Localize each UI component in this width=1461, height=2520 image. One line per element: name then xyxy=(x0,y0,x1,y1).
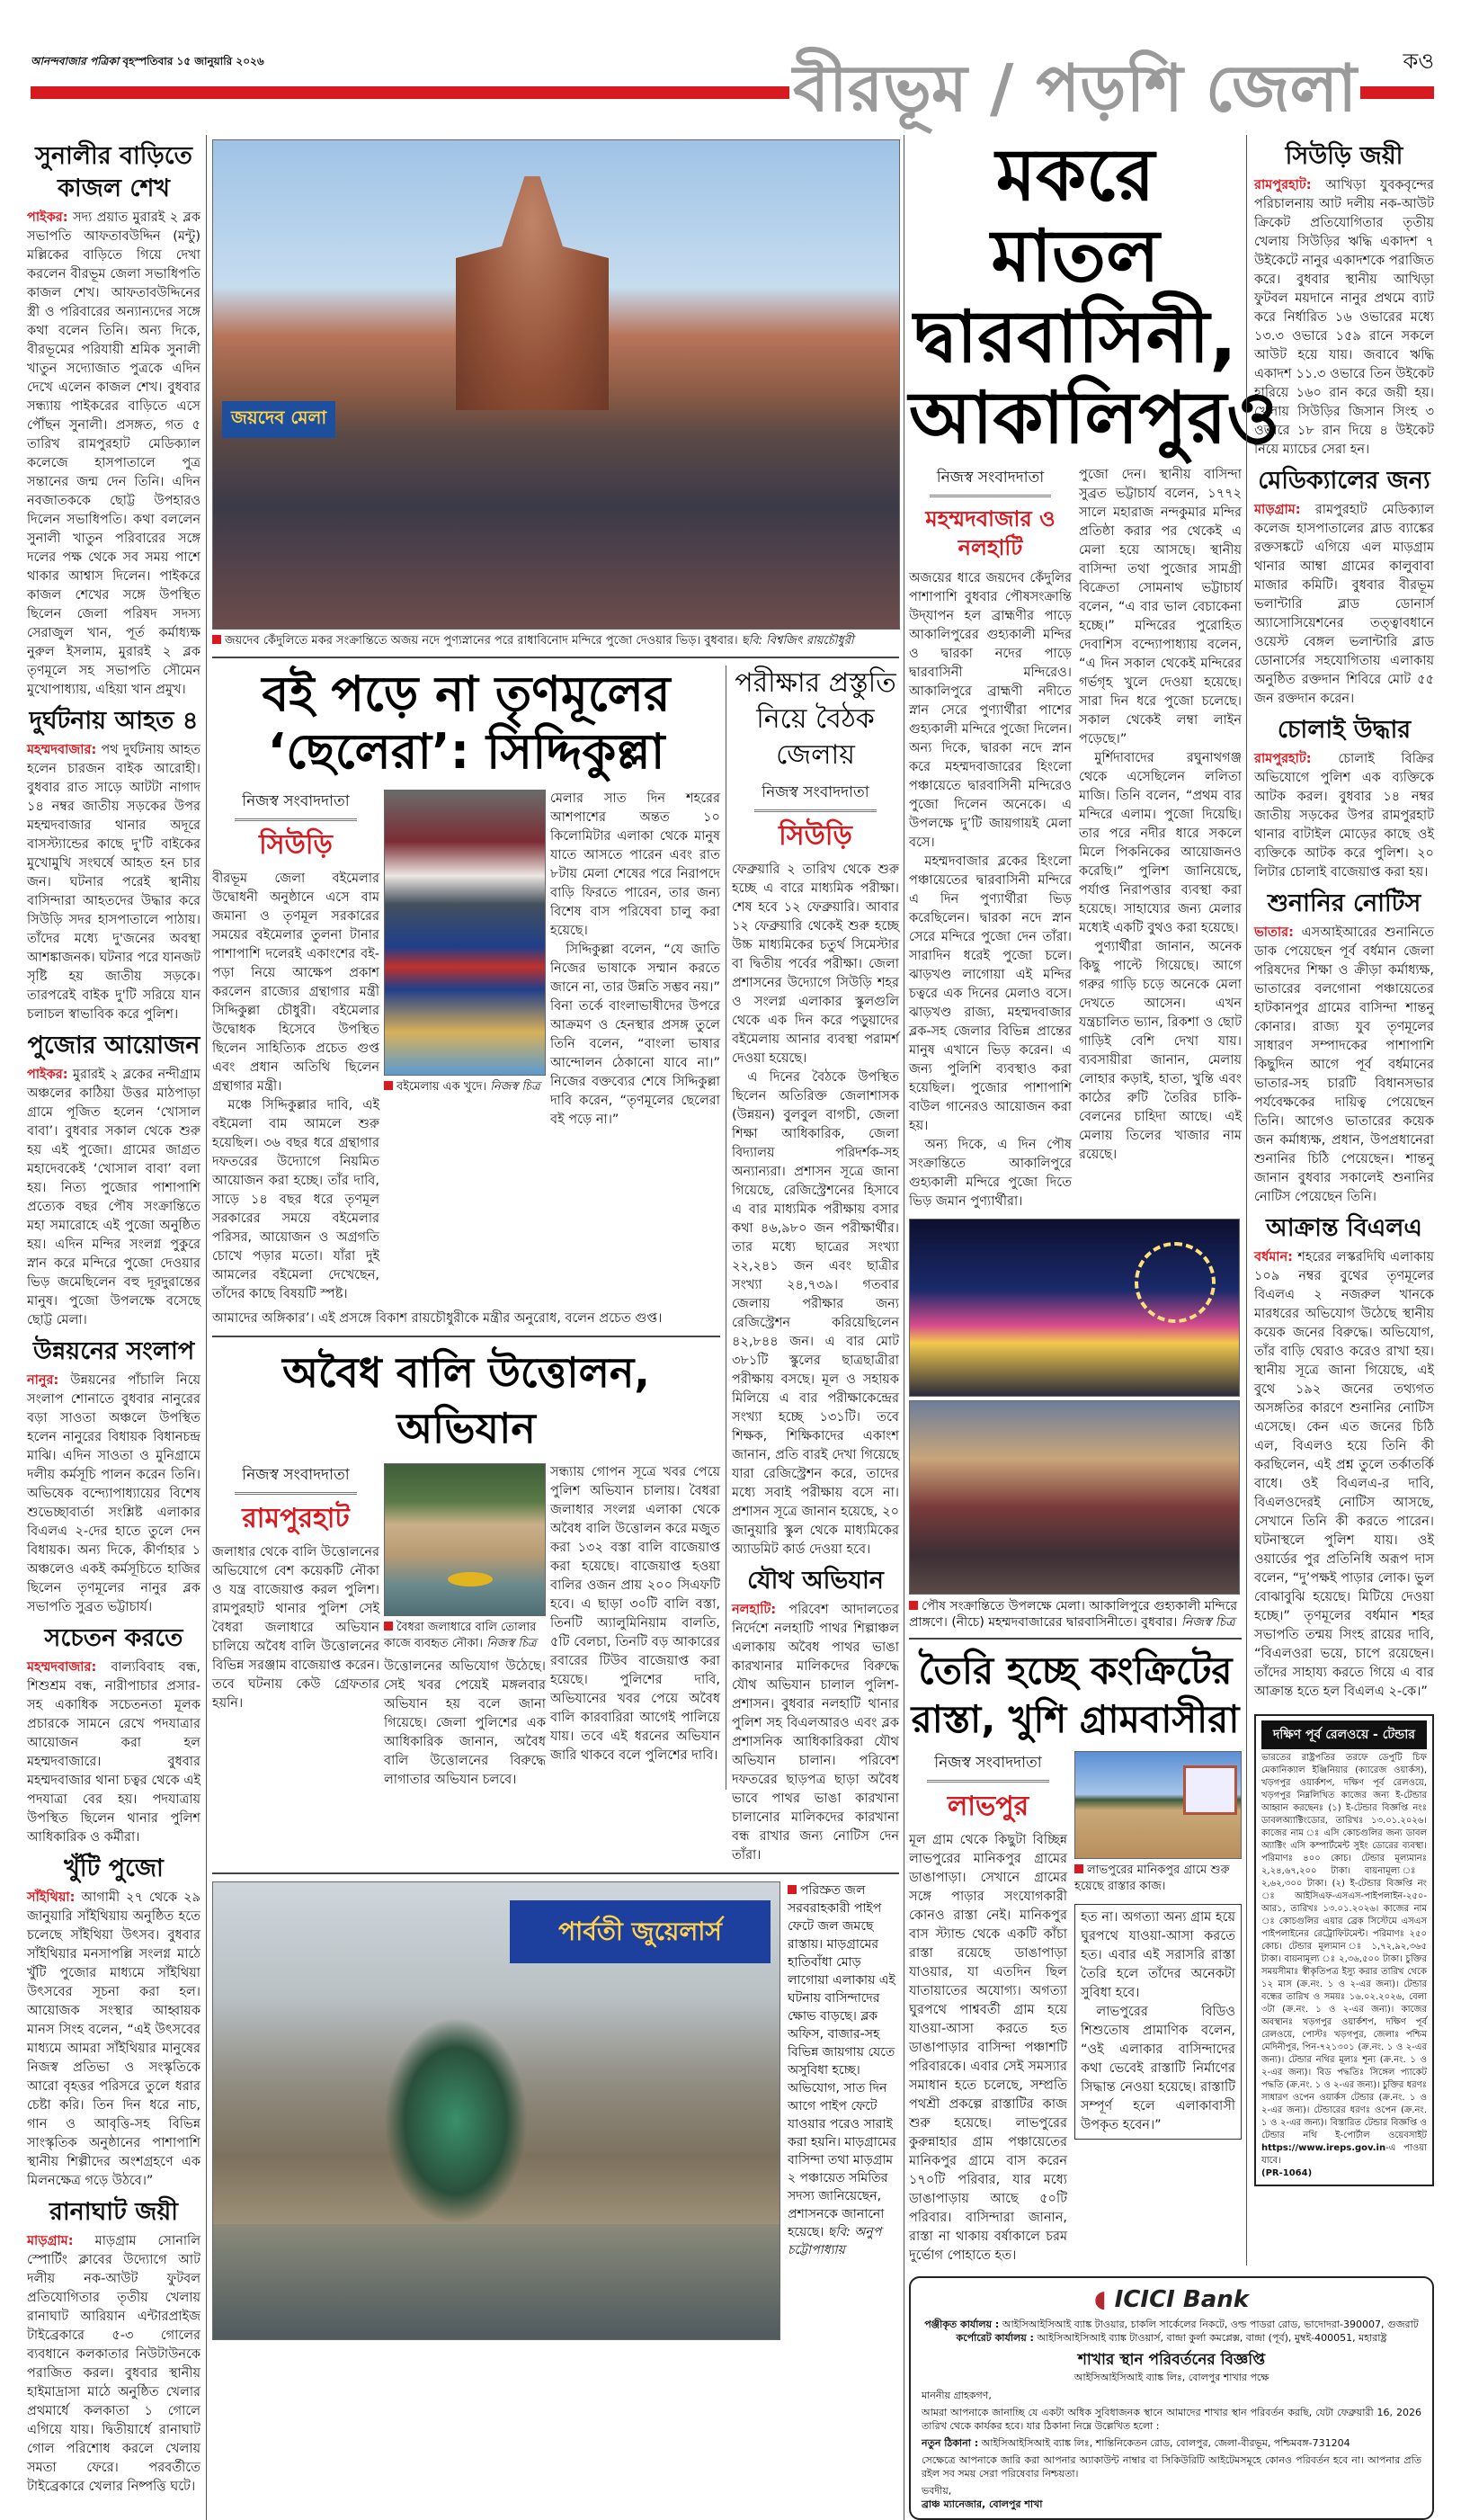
paragraph: অন্য দিকে, এ দিন পৌষ সংক্রান্তিতে আকালিপুরে গুহ্যকালী মন্দিরে পুজো দিতে ভিড় জমান পুণ্যার্থীরা। xyxy=(909,1138,1072,1209)
brief-body: আখিড়া যুবকবৃন্দের পরিচালনায় আট দলীয় নক-আউট ক্রিকেট প্রতিযোগিতার তৃতীয় খেলায় সিউড়ির ঋদ্ধি একাদশ ৭ উইকেটে নানুর একাদশকে পরাজিত করে। বুধবার স্থানীয় আখিড়া ফুটবল ময়দানে নানুর প্রথমে ব্যাট করে নির্ধারিত ১৬ ওভারের মধ্যে ১৩.৩ ওভারে ১৫৯ রানে সকলে আউট হয়ে যায়। জবাবে ঋদ্ধি একাদশ ১১.৩ ওভারে তিন উইকেট হারিয়ে ১৬০ রান করে জয়ী হয়। খেলায় সিউড়ির জিসান সিংহ ৩ ওভারে ১৮ রান দিয়ে ৪ উইকেট নিয়ে ম্যাচের সেরা হন। xyxy=(1254,178,1435,457)
caption-text: জয়দেব কেঁদুলিতে মকর সংক্রান্তিতে অজয় নদে পুণ্যস্নানের পরে রাধাবিনোদ মন্দিরে পুজো দেওয়ার ভিড়। বুধবার। xyxy=(225,634,738,648)
lead-body-col2 xyxy=(1079,466,1242,1165)
news-brief xyxy=(1254,714,1434,882)
brief-title: দুর্ঘটনায় আহত ৪ xyxy=(29,707,199,735)
dateline: ভাতার: xyxy=(1254,925,1294,940)
notice-para-2: সেক্ষেত্রে আপনাকে জারি করা আপনার অ্যাকাউন্ট নাম্বার বা সিকিউরিটি আইটেমসমূহে কোনও পরিবর্তন হবে না। আপনার প্রতি রইল সব সময় সেরা পরিষেবার নিশ্চয়তা। xyxy=(922,2454,1421,2480)
waterlogged-road-photo xyxy=(212,1881,780,2340)
book-exam-row xyxy=(212,666,899,1865)
news-brief xyxy=(27,1030,200,1330)
masthead-date xyxy=(31,54,789,72)
paragraph: এ দিনের বৈঠকে উপস্থিত ছিলেন অতিরিক্ত জেলাশাসক (উন্নয়ন) বুলবুল বাগচী, জেলা শিক্ষা আধিকারিক, জেলা বিদ্যালয় পরিদর্শক-সহ অন্যান্যরা। প্রশাসন সূত্রে জানা গিয়েছে, রেজিস্ট্রেশনের হিসাবে এ বার মাধ্যমিক পরীক্ষায় বসার কথা ৪৬,৯৮০ জন পরীক্ষার্থীর। তার মধ্যে ছাত্রের সংখ্যা ২২,২৪১ জন এবং ছাত্রীর সংখ্যা ২৪,৭৩৯। গতবার জেলায় পরীক্ষার জন্য রেজিস্ট্রেশন করিয়েছিলেন ৪২,৮৪৪ জন। এ বার মোট ৩৮১টি স্কুলের ছাত্রছাত্রীরা পরীক্ষায় বসছে। মূল ও সহায়ক মিলিয়ে এ বার পরীক্ষাকেন্দ্রের সংখ্যা হচ্ছে ১৩১টি। তবে শিক্ষক, শিক্ষিকাদের একাংশ জানান, প্রতি বারই দেখা গিয়েছে যারা রেজিস্ট্রেশন করে, তাদের মধ্যে সবাই পরীক্ষায় বসে না। প্রশাসন সূত্রে জানান হয়েছে, ২০ জানুয়ারি স্কুল থেকে মাধ্যমিকের অ্যাডমিট কার্ড দেওয়া হবে। xyxy=(732,1070,899,1557)
lead-headline: মকরে মাতল দ্বারবাসিনী, আকালিপুরও xyxy=(909,133,1280,460)
caption-marker-icon xyxy=(1074,1864,1083,1873)
right-section xyxy=(904,135,1434,2520)
header-red-bar-right xyxy=(1360,86,1434,99)
caption-marker-icon xyxy=(384,1081,393,1090)
brief-title: চোলাই উদ্ধার xyxy=(1277,716,1412,744)
paragraph: মঞ্চে সিদ্দিকুল্লার দাবি, এই বইমেলা বাম আমলে শুরু হয়েছিল। ৩৬ বছর ধরে গ্রন্থাগার দফতরের উদ্যোগে নিয়মিত আয়োজন করা হচ্ছে। তাঁর দাবি, সাড়ে ১৪ বছর ধরে তৃণমূল সরকারের সময়ে বইমেলার পরিসর, আয়োজন ও অগ্রগতি চোখে পড়ার মতো। যাঁরা দুই আমলের বইমেলা দেখেছেন, তাঁদের কাছে বিষয়টি স্পষ্ট। xyxy=(212,1098,379,1301)
dateline: বর্ধমান: xyxy=(1254,1250,1293,1264)
reporter: নিজস্ব সংবাদদাতা xyxy=(235,790,356,821)
news-brief xyxy=(27,2196,200,2497)
notice-subtitle: আইসিআইসিআই ব্যাঙ্ক লিঃ, বোলপুর শাখার পক্ষে xyxy=(1073,2372,1269,2383)
caption-text: বৈধরা জলাধারে বালি তোলার কাজে ব্যবহৃত নৌকা। xyxy=(384,1621,537,1650)
brief-text xyxy=(1254,501,1434,709)
brief-body: বাল্যবিবাহ বন্ধ, শিশুশ্রম বন্ধ, নারীপাচার প্রসার-সহ একাধিক সচেতনতা মূলক প্রচারকে সামনে রেখে পদযাত্রার আয়োজন করা হল মহম্মদবাজারে। বুধবার মহম্মদবাজার থানা চত্বর থেকে এই পদযাত্রা বের হয়। পদযাত্রায় উপস্থিত ছিলেন থানার পুলিশ আধিকারিক ও কর্মীরা। xyxy=(27,1660,200,1845)
place: সিউড়ি xyxy=(259,829,333,861)
news-brief xyxy=(1254,888,1434,1207)
exam-headline: পরীক্ষার প্রস্তুতি নিয়ে বৈঠক জেলায় xyxy=(735,667,896,771)
caption-text: লাভপুরের মানিকপুর গ্রামে শুরু হয়েছে রাস্তার কাজ। xyxy=(1074,1863,1230,1893)
brief-text xyxy=(1254,924,1434,1207)
photo-credit: নিজস্ব চিত্র xyxy=(486,1637,537,1650)
exam-body xyxy=(732,861,899,1559)
photo-banner: জয়দেব মেলা xyxy=(222,401,335,438)
brief-body: পথ দুর্ঘটনায় আহত হলেন চারজন বাইক আরোহী। বুধবার রাত সাড়ে আটটা নাগাদ ১৪ নম্বর জাতীয় সড়কের উপর মহম্মদবাজার থানার অদূরে বাসস্ট্যান্ডের কাছে দু'টি বাইকের মুখোমুখি সংঘর্ষে আহত হন চার জন। ঘটনার পরেই স্থানীয় বাসিন্দারা আহতদের উদ্ধার করে সিউড়ি সদর হাসপাতালে পাঠায়। তাঁদের মধ্যে দু'জনের অবস্থা আশঙ্কাজনক। ঘটনার পরে যানজট সৃষ্টি হয় জাতীয় সড়কে। তারপরেই বাইক দু'টি সরিয়ে যান চলাচল স্বাভাবিক করে পুলিশ। xyxy=(27,743,200,1022)
brief-title: সুনালীর বাড়িতে কাজল শেখ xyxy=(35,142,192,202)
road-photo-caption xyxy=(1074,1863,1242,1895)
sand-body-col2: উত্তোলনের অভিযোগ উঠেছে। সেই খবর পেয়েই মঙ্গলবার অভিযান হয় বলে জানা গিয়েছে। জেলা পুলিশের এক আধিকারিক জানান, অবৈধ বালি উত্তোলনের বিরুদ্ধে লাগাতার অভিযান চলবে। xyxy=(384,1659,546,1787)
brief-body: পরিবেশ আদালতের নির্দেশে নলহাটি পাথর শিল্পাঞ্চল এলাকায় অবৈধ পাথর ভাঙা কারখানার মালিকদের বিরুদ্ধে যৌথ অভিযান চালাল পুলিশ-প্রশাসন। বুধবার নলহাটি থানার পুলিশ সহ বিএলআরও এবং ব্লক প্রশাসনিক আধিকারিকরা যৌথ অভিযান চালান। পরিবেশ দফতরের ছাড়পত্র ছাড়া অবৈধ ভাবে পাথর ভাঙা কারখানা চালানোর মালিকদের কারখানা বন্ধ রাখার জন্য নোটিস দেন তাঁরা। xyxy=(732,1603,899,1863)
paragraph: মহম্মদবাজার ব্লকের হিংলো পঞ্চায়েতের দ্বারবাসিনী মন্দিরে এ দিন পুণ্যার্থীরা ভিড় করেছিলেন। দ্বারকা নদে স্নান সেরে মন্দিরে পুজো দেন তাঁরা। সারাদিন ধরেই পুজো চলে। ঝাড়খণ্ড লাগোয়া এই মন্দির চত্বরে এক দিনের মেলাও বসে। ঝাড়খণ্ড রাজ্য, মহম্মদবাজার ব্লক-সহ জেলার বিভিন্ন প্রান্তের মানুষ এখানে ভিড় করেন। এ জন্য পুলিশি ব্যবস্থাও করা হয়েছিল। পুজোর পাশাপাশি বাউল গানেরও আয়োজন করা হয়। xyxy=(909,854,1072,1133)
paragraph: পুজো দেন। স্থানীয় বাসিন্দা সুব্রত ভট্টাচার্য বলেন, ১৭৭২ সালে মহারাজ নন্দকুমার মন্দির প্রতিষ্ঠা করার পর থেকেই এ মেলা হয়ে আসছে। স্থানীয় বাসিন্দা তথা পুজোর সামগ্রী বিক্রেতা সোমনাথ ভট্টাচার্য বলেন, “এ বার ভাল বেচাকেনা হচ্ছে।” মন্দিরের পুরোহিত দেবাশিস বন্দ্যোপাধ্যায় বলেন, “এ দিন সকাল থেকেই মন্দিরের গর্ভগৃহ খুলে দেওয়া হয়েছে। সারা দিন ধরে পুজো চলেছে। সকাল থেকেই লম্বা লাইন পড়েছে।” xyxy=(1079,468,1242,746)
signature: ব্রাঞ্চ ম্যানেজার, বোলপুর শাখা xyxy=(922,2498,1043,2510)
caption-marker-icon xyxy=(909,1601,918,1610)
caption-text: পৌষ সংক্রান্তিতে উপলক্ষে মেলা। আকালিপুরে গুহ্যকালী মন্দিরে প্রাঙ্গণে। (নীচে) মহম্মদবাজারের দ্বারবাসিনীতে। বুধবার। xyxy=(909,1599,1238,1630)
brief-title: খুঁটি পুজো xyxy=(64,1854,164,1882)
paragraph: বীরভূম জেলা বইমেলার উদ্বোধনী অনুষ্ঠানে এসে বাম জমানা ও তৃণমূল সরকারের সময়ের বইমেলার তুলনা টানার পাশাপাশি দলেরই একাংশের বই-পড়া নিয়ে আক্ষেপ প্রকাশ করলেন রাজ্যের গ্রন্থাগার মন্ত্রী সিদ্দিকুল্লা চৌধুরী। বইমেলার উদ্বোধক হিসেবে উপস্থিত ছিলেন সাহিত্যিক প্রচেত গুপ্ত এবং প্রধান অতিথি ছিলেন গ্রন্থাগার মন্ত্রী। xyxy=(212,871,379,1094)
icici-logo-icon: ◖ xyxy=(1093,2286,1107,2313)
child-at-bookfair-photo xyxy=(384,790,546,1076)
puddle xyxy=(213,2224,780,2340)
brief-text xyxy=(27,1066,200,1330)
ferris-wheel xyxy=(1135,1242,1216,1323)
masthead xyxy=(31,43,1434,133)
left-briefs-column xyxy=(27,135,207,2520)
date: বৃহস্পতিবার ১৫ জানুয়ারি ২০২৬ xyxy=(122,55,264,67)
dwarbasini-crowd-photo xyxy=(909,1400,1240,1595)
icici-logo-text: ICICI Bank xyxy=(1114,2286,1250,2313)
sand-boat-photo xyxy=(384,1463,546,1616)
caption-marker-icon xyxy=(384,1622,393,1631)
sand-headline: অবৈধ বালি উত্তোলন, অভিযান xyxy=(282,1348,650,1452)
new-address-label: নতুন ঠিকানা : xyxy=(922,2437,979,2449)
place: সিউড়ি xyxy=(779,820,852,852)
lead-body-col1 xyxy=(909,569,1072,1211)
brief-text xyxy=(27,1658,200,1847)
book-byline xyxy=(212,790,379,862)
dateline: মহম্মদবাজার: xyxy=(27,1660,97,1675)
brief-body: চোলাই বিক্রির অভিযোগে পুলিশ এক ব্যক্তিকে আটক করল। বুধবার ১৪ নম্বর জাতীয় সড়কের উপর রামপুরহাট থানার বাটাইল মোড়ের কাছে ওই ব্যক্তিকে আটক করে পুলিশ। ২০ লিটার চোলাই বাজেয়াপ্ত করা হয়। xyxy=(1254,752,1435,880)
section-title: বীরভূম / পড়শি জেলা xyxy=(792,50,1357,126)
sand-body-col1: জলাধার থেকে বালি উত্তোলনের অভিযোগে বেশ কয়েকটি নৌকা ও যন্ত্র বাজেয়াপ্ত করল পুলিশ। রামপুরহাট থানার পুলিশ সেই বৈধরা জলাধারে অভিযান চালিয়ে অবৈধ বালি উত্তোলনের বিভিন্ন সরঞ্জাম বাজেয়াপ্ত করেন। তবে ঘটনায় কেউ গ্রেফতার হয়নি। xyxy=(212,1545,379,1711)
reporter: নিজস্ব সংবাদদাতা xyxy=(927,1751,1048,1783)
motorbike-riders xyxy=(384,2017,528,2224)
caption-text: বইমেলায় এক খুদে। xyxy=(396,1080,487,1094)
tender-title: দক্ষিণ পূর্ব রেলওয়ে - টেন্ডার xyxy=(1261,1720,1427,1749)
book-body-col3 xyxy=(550,790,720,1130)
paragraph: মেলার সাত দিন শহরের আশপাশের অন্তত ১০ কিলোমিটার এলাকা থেকে মানুষ যাতে আসতে পারেন এবং রাত ৮টায় মেলা শেষের পরে নিরাপদে বাড়ি ফিরতে পারেন, তার জন্য বিশেষ বাস পরিষেবা চালু করা হয়েছে। xyxy=(550,791,720,938)
tender-ref: (PR-1064) xyxy=(1261,2168,1313,2178)
dateline: মাড়গ্রাম: xyxy=(1254,503,1301,517)
bottom-photo-caption xyxy=(788,1881,899,2259)
brief-text xyxy=(1254,1248,1434,1702)
place: মহম্মদবাজার ও নলহাটি xyxy=(925,506,1056,560)
right-column xyxy=(1246,135,1434,2265)
brief-text xyxy=(27,2232,200,2497)
brief-text xyxy=(1254,750,1434,882)
corp-office: আইসিআইসিআই ব্যাঙ্ক টাওয়ার্স, বান্দ্রা কুর্লা কমপ্লেক্স, বান্দ্রা (পূর্ব), মুম্বই-400051, মহারাষ্ট্র xyxy=(1037,2332,1387,2344)
brief-body: আগামী ২৭ থেকে ২৯ জানুয়ারি সাঁইথিয়ায় অনুষ্ঠিত হতে চলেছে সাঁইথিয়া উৎসব। বুধবার সাঁইথিয়ার মনসাপল্লি সংলগ্ন মাঠে খুঁটি পুজোর মাধ্যমে সাঁইথিয়া উৎসবের সূচনা করা হল। আয়োজক সংস্থার আহ্বায়ক মানস সিংহ বলেন, “এই উৎসবের মাধ্যমে আমরা সাঁইথিয়ার মানুষের নিজস্ব প্রতিভা ও সংস্কৃতিকে আরো বৃহত্তর পরিসরে তুলে ধরার চেষ্টা করি। তিন দিন ধরে নাচ, গান ও আবৃত্তি-সহ বিভিন্ন সাংস্কৃতিক অনুষ্ঠানের পাশাপাশি স্থানীয় শিল্পীদের অংশগ্রহণে এক মিলনক্ষেত্র গড়ে উঠবে।” xyxy=(27,1890,200,2188)
dateline: নানুর: xyxy=(27,1373,59,1388)
new-address: আইসিআইসিআই ব্যাঙ্ক লিঃ, শান্তিনিকেতন রোড, বোলপুর, জেলা-বীরভূম, পশ্চিমবঙ্গ-731204 xyxy=(981,2437,1350,2449)
brief-text xyxy=(27,1889,200,2191)
news-brief xyxy=(1254,1212,1434,1702)
news-brief xyxy=(27,1336,200,1617)
place: রামপুরহাট xyxy=(242,1503,350,1534)
reporter: নিজস্ব সংবাদদাতা xyxy=(754,781,876,812)
road-byline xyxy=(909,1751,1067,1824)
lead-byline xyxy=(909,466,1072,562)
notice-para-1: আমরা আপনাকে জানাচ্ছি যে একটা অধিক সুবিধাজনক স্থানে আমাদের শাখার স্থান পরিবর্তন করছি, যেটা ফেব্রুয়ারী 16, 2026 তারিখ থেকে কার্যকর হবে। যার ঠিকানা নিম্নে উল্লেখিত হলো : xyxy=(922,2407,1421,2432)
dateline: সাঁইথিয়া: xyxy=(27,1890,76,1905)
brief-title: যৌথ অভিযান xyxy=(747,1567,884,1595)
paragraph: অজয়ের ধারে জয়দেব কেঁদুলির পাশাপাশি বুধবার পৌষসংক্রান্তি উদ্‌যাপন হল ব্রাহ্মণীর পাড়ে আকালিপুরের গুহ্যকালী মন্দির ও দ্বারকা নদের পাড়ে দ্বারবাসিনী মন্দিরেও। আকালিপুরে ব্রাহ্মণী নদীতে স্নান সেরে পুণ্যার্থীরা পাশের গুহ্যকালী মন্দিরে পুজো দিলেন। অন্য দিকে, দ্বারকা নদে স্নান করে মহম্মদবাজারের হিংলো পঞ্চায়েতে দ্বারবাসিনী মন্দিরেও পুজো দিলেন অনেকে। এ উপলক্ষে দু’টি জায়গায়ই মেলা বসে। xyxy=(909,571,1072,850)
paragraph: ফেব্রুয়ারি ২ তারিখ থেকে শুরু হচ্ছে এ বারে মাধ্যমিক পরীক্ষা। শেষ হবে ১২ ফেব্রুয়ারি। আবার ১২ ফেব্রুয়ারি থেকেই শুরু হচ্ছে উচ্চ মাধ্যমিকের চতুর্থ সিমেস্টার বা দ্বিতীয় পর্বের পরীক্ষা। জেলা প্রশাসনের উদ্যোগে সিউড়ি শহর ও সংলগ্ন এলাকার স্কুলগুলি থেকে এক দিন করে পড়ুয়াদের বইমেলায় আনার ব্যবস্থা পরামর্শ দেওয়া হয়েছে। xyxy=(732,862,899,1066)
book-fair-headline: বই পড়ে না তৃণমূলের ‘ছেলেরা’: সিদ্দিকুল্লা xyxy=(262,666,671,780)
reg-office-label: পঞ্জীকৃত কার্যালয় : xyxy=(924,2319,1000,2330)
photo-credit: নিজস্ব চিত্র xyxy=(1180,1615,1235,1630)
book-body-col1 xyxy=(212,870,379,1304)
corp-office-label: কর্পোরেট কার্যালয় : xyxy=(956,2332,1034,2344)
brief-text xyxy=(27,741,200,1024)
road-quote: লাভপুরের বিডিও শিশুতোষ প্রামাণিক বলেন, “ওই এলাকার বাসিন্দাদের কথা ভেবেই রাস্তাটি নির্মাণের সিদ্ধান্ত নেওয়া হয়েছে। রাস্তাটি সম্পূর্ণ হলে এলাকাবাসী উপকৃত হবেন।” xyxy=(1081,2005,1235,2132)
brief-title: শুনানির নোটিস xyxy=(1267,889,1421,917)
header-red-bar xyxy=(31,86,789,99)
page-body xyxy=(27,135,1434,2520)
brief-text xyxy=(27,209,200,700)
news-brief xyxy=(1254,140,1434,460)
brief-body: উন্নয়নের পাঁচালি নিয়ে সংলাপ শোনাতে বুধবার নানুরের বড়া সাওতা অঞ্চলে উপস্থিত হলেন নানুরের বিধায়ক বিধানচন্দ্র মাঝি। এদিন সাওতা ও মুনিগ্রামে দলীয় কর্মসূচি পালন করেন তিনি। অভিষেক বন্দ্যোপাধ্যায়ের বিশেষ শুভেচ্ছাবার্তা সংশ্লিষ্ট এলাকার বিএলএ ২-দের হাতে তুলে দেন বিধায়ক। অন্য দিকে, কীর্ণাহার ১ অঞ্চলেও একই কর্মসূচিতে হাজির ছিলেন তৃণমূলের নানুর ব্লক সভাপতি সুব্রত ভট্টাচার্য। xyxy=(27,1373,200,1614)
reg-office: আইসিআইসিআই ব্যাঙ্ক টাওয়ার, চাকলি সার্কেলের নিকটে, ওল্ড পাডরা রোড, ভাদোদরা-390007, গুজরাট xyxy=(1002,2319,1419,2330)
tender-url-link[interactable]: https://www.ireps.gov.in xyxy=(1261,2143,1386,2153)
road-body-col2: হত না। অগত্যা অন্য গ্রাম হয়ে ঘুরপথে যাওয়া-আসা করতে হত। এবার এই সরাসরি রাস্তা তৈরি হলে তাঁদের অনেকটা সুবিধা হবে। xyxy=(1081,1910,1235,2000)
brief-text xyxy=(1254,176,1434,460)
photo-credit: নিজস্ব চিত্র xyxy=(490,1080,540,1094)
top-photo-caption xyxy=(212,633,899,649)
notice-title: শাখার স্থান পরিবর্তনের বিজ্ঞপ্তি xyxy=(1077,2351,1266,2369)
road-quote-box xyxy=(1074,1904,1242,2140)
brief-title: পুজোর আয়োজন xyxy=(27,1032,200,1059)
brief-title: সচেতন করতে xyxy=(44,1624,183,1652)
caption-marker-icon xyxy=(788,1885,797,1894)
exam-byline xyxy=(732,781,899,853)
sand-body-col3: সন্ধ্যায় গোপন সূত্রে খবর পেয়ে পুলিশ অভিযান চালায়। বৈধরা জলাধার সংলগ্ন এলাকা থেকে অবৈধ বালি উত্তোলন করে মজুত করা ১৩২ বস্তা বালি বাজেয়াপ্ত করা হয়েছে। বাজেয়াপ্ত হওয়া বালির ওজন প্রায় ২০০ সিএফটি হবে। এ ছাড়া ৩০টি বালি বস্তা, তিনটি অ্যালুমিনিয়াম বালতি, ৫টি বেলচা, তিনটি বড় আকারের রবারের টিউব বাজেয়াপ্ত করা হয়েছে। পুলিশের দাবি, অভিযানের খবর পেয়ে অবৈধ বালি কারবারিরা আগেই পালিয়ে যায়। তবে এই ধরনের অভিযান জারি থাকবে বলে পুলিশের দাবি। xyxy=(550,1465,720,1763)
caption-text: পরিস্রুত জল সরবরাহকারী পাইপ ফেটে জল জমছে রাস্তায়। মাড়গ্রামের হাতিবাঁধা মোড় লাগোয়া এলাকায় এই ঘটনায় বাসিন্দাদের ক্ষোভ বাড়ছে। ব্লক অফিস, বাজার-সহ বিভিন্ন জায়গায় যেতে অসুবিধা হচ্ছে। অভিযোগ, সাত দিন আগে পাইপ ফেটে যাওয়ার পরেও সারাই করা হয়নি। মাড়গ্রামের বাসিন্দা তথা মাড়গ্রাম ২ পঞ্চায়েত সমিতির সদস্য জানিয়েছেন, প্রশাসনকে জানানো হয়েছে। xyxy=(788,1883,896,2239)
boat-shape xyxy=(448,1572,493,1586)
dateline: মাড়গ্রাম: xyxy=(27,2234,74,2248)
news-brief xyxy=(27,705,200,1024)
signoff: ভবদীয়, xyxy=(922,2485,952,2497)
paper-name: আনন্দবাজার পত্রিকা xyxy=(31,55,120,67)
temple-shape xyxy=(456,176,609,410)
exam-block xyxy=(726,666,899,1865)
photo-credit: ছবি: বিশ্বজিৎ রায়চৌধুরী xyxy=(741,634,854,648)
news-brief xyxy=(27,1853,200,2191)
road-headline: তৈরি হচ্ছে কংক্রিটের রাস্তা, খুশি গ্রামবাসীরা xyxy=(911,1649,1240,1741)
railway-tender-ad xyxy=(1254,1714,1434,2186)
lead-photo-caption xyxy=(909,1598,1242,1631)
signboard xyxy=(1183,1765,1237,1815)
icici-branch-notice-ad xyxy=(909,2276,1434,2520)
brief-text xyxy=(27,1372,200,1617)
reporter: নিজস্ব সংবাদদাতা xyxy=(235,1463,356,1495)
tender-text: ভারতের রাষ্ট্রপতির তরফে ডেপুটি চিফ মেকানিক্যাল ইঞ্জিনিয়ার (ক্যারেজ ওয়ার্কস), খড়গপুর ওয়ার্কশপ, দক্ষিণ পূর্ব রেলওয়ে, খড়গপুর নিম্নলিখিত কাজের জন্য ই-টেন্ডার আহ্বান করছেনঃ (১) ই-টেন্ডার বিজ্ঞপ্তি নংঃ ডাবলঅ্যাক্টিংডোর, তারিখঃ ১৩.০১.২০২৬। কাজের নাম ঃ এসি কোচগুলির জন্য ডাবল অ্যাক্টিং এসি কম্পার্টমেন্ট সুইং ডোরের ব্যবস্থা। পরিমাণঃ ৪০০ কোচ। টেন্ডার মূল্যমানঃ ২,২৪,৬৭,২০০ টাকা। বায়নামূল্য ঃ ২,৬২,৩০০ টাকা। (২) ই-টেন্ডার বিজ্ঞপ্তি নং ঃ আইসিএফ-এসএস-পাইপলাইন-২৫০-আর১, তারিখঃ ১৩.০১.২০২৬। কাজের নাম ঃ কোচগুলির এয়ার ব্রেক সিস্টেমে এসএস পাইপলাইনের রেট্রোফিটমেন্ট। পরিমাণঃ ২৫০ কোচ। টেন্ডার মূল্যমান ঃ ১,৭২,৯২,৩৬৫ টাকা। বায়নামূল্য ঃ ২,৩৬,৫০০ টাকা। চুক্তির সময়সীমাঃ স্বীকৃতিপত্র ইস্যু করার তারিখ থেকে ১২ মাস (ক্র.নং. ১ ও ২-এর জন্য)। টেন্ডার বন্ধের তারিখ ও সময়ঃ ১৬.০২.২০২৬, বেলা ৩টা (ক্র.নং. ১ ও ২-এর জন্য)। কাজের অবস্থানঃ খড়গপুর ওয়ার্কশপ, দক্ষিণ পূর্ব রেলওয়ে, পোস্টঃ খড়গপুর, জেলাঃ পশ্চিম মেদিনীপুর, পিন-৭২১৩০১ (ক্র.নং. ১ ও ২-এর জন্য)। টেন্ডার নথির মূল্যঃ শূন্য (ক্র.নং. ১ ও ২-এর জন্য)। বিড পদ্ধতিঃ সিঙ্গেল প্যাকেট পদ্ধতি (ক্র.নং. ১ ও ২-এর জন্য)। চুক্তির ধরণঃ সাধারণ ওপেন ওয়ার্কস টেন্ডার (ক্র.নং. ১ ও ২-এর জন্য)। টেন্ডারের ধরণঃ ওপেন (ক্র.নং. ১ ও ২-এর জন্য)। বিস্তারিত টেন্ডার বিজ্ঞপ্তি ও টেন্ডার নথি ই-পোর্টাল ওয়েবসাইট xyxy=(1261,1753,1427,2140)
brief-title: উন্নয়নের সংলাপ xyxy=(32,1337,195,1365)
middle-section xyxy=(207,135,904,2520)
fair-lights-photo xyxy=(909,1219,1240,1397)
brief-body: মুরারই ২ ব্লকের নন্দীগ্রাম অঞ্চলের কাঠিয়া উত্তর মাঠপাড়া গ্রামে পূজিত হলেন ‘খোসাল বাবা’। বুধবার সকাল থেকে শুরু হয় এই পুজো। গ্রামের জাগ্রত মহাদেবকেই ‘খোসাল বাবা’ বলা হয়। নিত্য পুজোর পাশাপাশি প্রত্যেক বছর পৌষ সংক্রান্তিতে মহা সমারোহে এই পুজো অনুষ্ঠিত হয়। এদিন মন্দির সংলগ্ন পুকুরে স্নান করে মন্দিরে পুজো দেওয়ার ভিড় জমেছিলেন বহু দূরদুরান্তের মানুষ। পুজো উপলক্ষে বসেছে ছোট্ট মেলা। xyxy=(27,1068,201,1327)
dateline: নলহাটি: xyxy=(732,1603,777,1617)
dateline: রামপুরহাট: xyxy=(1254,178,1312,192)
road-construction-photo xyxy=(1074,1751,1242,1859)
brief-body: সদ্য প্রয়াত মুরারই ২ ব্লক সভাপতি আফতাবউদ্দিন (মন্টু) মল্লিকের বাড়িতে গিয়ে দেখা করলেন বীরভূম জেলা সভাধিপতি কাজল শেখ। আফতাবউদ্দিনের স্ত্রী ও পরিবারের অন্যান্যদের সঙ্গে কথা বলেন তিনি। অন্য দিকে, বীরভূমের পরিযায়ী শ্রমিক সুনালী খাতুন সদ্যোজাত পুত্রকে এদিন দেখে এলেন কাজল শেখ। বুধবার সন্ধ্যায় পাইকরের বাড়িতে এসে পৌঁছন সুনালী। প্রসঙ্গত, গত ৫ তারিখ রামপুরহাট মেডিক্যাল কলেজে হাসপাতালে পুত্র সন্তানের জন্ম দেন তিনি। এদিন নবজাতককে ছোট্ট উপহারও দিলেন সভাধিপতি। কথা বললেন সুনালী খাতুন পরিবারের সঙ্গে দলের পক্ষ থেকে সব সময় পাশে থাকার আশ্বাস দিলেন। পাইকরে কাজল শেখের সঙ্গে উপস্থিত ছিলেন জেলা পরিষদ সদস্য সেরাজুল খান, পূর্ত কর্মাধ্যক্ষ নুরুল ইসলাম, মুরারই ২ ব্লক তৃণমূলে সহ সভাপতি সৌমেন মুখোপাধ্যায়, এহিয়া খান প্রমুখ। xyxy=(27,210,200,697)
tender-url-suffix: -এ পাওয়া যাবে। xyxy=(1261,2143,1427,2166)
brief-body: এসআইআরের শুনানিতে ডাক পেয়েছেন পূর্ব বর্ধমান জেলা পরিষদের শিক্ষা ও ক্রীড়া কর্মাধ্যক্ষ, ভাতারের বলগোনা পঞ্চায়েতের হাটকানপুর গ্রামের বাসিন্দা শান্তনু কোনার। রাজ্য যুব তৃণমূলের সাধারণ সম্পাদকের পাশাপাশি কিছুদিন আগে পূর্ব বর্ধমানের ভাতার-সহ চারটি বিধানসভার পর্যবেক্ষকের দায়িত্ব পেয়েছেন তিনি। আগেও ভাতারের কয়েক জন কর্মাধ্যক্ষ, প্রধান, উপপ্রধানেরা শুনানির চিঠি পেয়েছেন। শান্তনু জানান বুধবার সকালেই শুনানির নোটিস পেয়েছেন তিনি। xyxy=(1254,925,1435,1204)
brief-title: সিউড়ি জয়ী xyxy=(1285,142,1403,170)
page-number: কও xyxy=(1403,49,1434,74)
news-brief xyxy=(27,1622,200,1847)
place: লাভপুর xyxy=(947,1791,1029,1822)
paragraph: সিদ্দিকুল্লা বলেন, “যে জাতি নিজের ভাষাকে সম্মান করতে জানে না, তার উন্নতি সম্ভব নয়।” বিনা তর্কে বাংলাভাষীদের উপরে আক্রমণ ও হেনস্থার প্রসঙ্গ তুলে তিনি বলেন, “বাংলা ভাষার আন্দোলন ঠেকানো যাবে না।” নিজের বক্তব্যের শেষে সিদ্দিকুল্লা দাবি করেন, “তৃণমূলের ছেলেরা বই পড়ে না।” xyxy=(550,943,720,1127)
dateline: রামপুরহাট: xyxy=(1254,752,1312,766)
reporter: নিজস্ব সংবাদদাতা xyxy=(930,466,1051,497)
brief-title: মেডিক্যালের জন্য xyxy=(1258,467,1430,495)
brief-title: রানাঘাট জয়ী xyxy=(49,2198,179,2226)
sand-photo-caption xyxy=(384,1620,546,1652)
paragraph: মুর্শিদাবাদের রঘুনাথগঞ্জ থেকে এসেছিলেন ললিতা মাজি। তিনি বলেন, “প্রথম বার মন্দিরে এলাম। পুজো দিয়েছি। তার পরে নদীর ধারে সকলে মিলে পিকনিকের আয়োজনও করেছি।” পুলিশ জানিয়েছে, পর্যাপ্ত নিরাপত্তার ব্যবস্থা করা হয়েছে। সাহায্যের জন্য মেলার মধ্যেই একটি বুথও করা হয়েছে। xyxy=(1079,751,1242,935)
brief-body: রামপুরহাট মেডিক্যাল কলেজ হাসপাতালের ব্লাড ব্যাঙ্কের রক্তসঙ্কটে এগিয়ে এল মাড়গ্রাম থানার আম্বা গ্রামের কালুবাবা মাজার কমিটি। বুধবার বীরভূম ভলান্টারি ব্লাড ডোনার্স অ্যাসোসিয়েশনের তত্ত্বাবধানে ওয়েস্ট বেঙ্গল ভলান্টারি ব্লাড ডোনার্সের সহযোগিতায় এলাকায় অনুষ্ঠিত রক্তদান শিবিরে মোট ৫৫ জন রক্তদান করেন। xyxy=(1254,503,1435,706)
book-photo-caption xyxy=(384,1079,546,1095)
dateline: পাইকর: xyxy=(27,1068,68,1082)
right-briefs-column xyxy=(1254,140,1434,1702)
joint-drive-brief xyxy=(732,1565,899,1865)
sand-byline xyxy=(212,1463,379,1536)
brief-body: মাড়গ্রাম সোনালি স্পোর্টিং ক্লাবের উদ্যোগে আট দলীয় নক-আউট ফুটবল প্রতিযোগিতার তৃতীয় খেলায় রানাঘাট আরিয়ান এন্টারপ্রাইজ টাইব্রেকারে ৫-৩ গোলের ব্যবধানে কলকাতার নিউটাউনকে পরাজিত করল। বুধবার স্থানীয় হাইমাদ্রাসা মাঠে অনুষ্ঠিত খেলার প্রথমার্ধে কলকাতা ১ গোলে এগিয়ে যায়। দ্বিতীয়ার্ধে রানাঘাট গোল পরিশোধ করলে খেলায় সমতা ফেরে। পরবর্তীতে টাইব্রেকারে খেলার নিষ্পত্তি ঘটে। xyxy=(27,2234,201,2494)
book-sand-block xyxy=(212,666,726,1790)
dateline: মহম্মদবাজার: xyxy=(27,743,97,757)
icici-logo xyxy=(922,2285,1421,2314)
road-body-col1: মূল গ্রাম থেকে কিছুটা বিচ্ছিন্ন লাভপুরের মানিকপুর গ্রামের ডাঙাপাড়া। সেখানে গ্রামের সঙ্গে পাড়ার সংযোগকারী কোনও রাস্তা নেই। মানিকপুর বাস স্ট্যান্ড থেকে একটি কাঁচা রাস্তা রয়েছে ডাঙাপাড়া যাওয়ার, যা এতদিন ছিল যাতায়াতের অযোগ্য। অগত্যা ঘুরপথে পাশ্ববর্তী গ্রাম হয়ে যাওয়া-আসা করতে হত ডাঙাপাড়ার বাসিন্দা পঞ্চাশটি পরিবারকে। এবার সেই সমস্যার সমাধান হতে চলেছে, সম্প্রতি পথশ্রী প্রকল্পে রাস্তাটির কাজ শুরু হয়েছে। লাভপুরের কুরুন্নাহার গ্রাম পঞ্চায়েতের মানিকপুর গ্রামে বাস করেন ১৭০টি পরিবার, যার মধ্যে ডাঙাপাড়ায় আছে ৫০টি পরিবার। বাসিন্দারা জানান, রাস্তা না থাকায় বর্ষাকালে চরম দুর্ভোগ পোহাতে হত। xyxy=(909,1833,1067,2263)
greeting: মাননীয় গ্রাহকগণ, xyxy=(922,2390,992,2401)
book-footer-line: আমাদের অঙ্গিকার’। এই প্রসঙ্গে বিকাশ রায়চৌধুরীকে মন্ত্রীর অনুরোধ, বলেন প্রচেত গুপ্ত। xyxy=(212,1311,663,1326)
caption-marker-icon xyxy=(212,635,221,644)
temple-crowd-photo xyxy=(212,139,900,630)
brief-body: শহরের লস্করদিঘি এলাকায় ১০৯ নম্বর বুথের তৃণমূলের বিএলএ ২ নজরুল খানকে মারধরের অভিযোগ উঠেছে স্থানীয় কয়েক জনের বিরুদ্ধে। অভিযোগ, তাঁর বাড়ি ঘেরাও করেও রাখা হয়। স্থানীয় সূত্রে জানা গিয়েছে, এই বুথে ১৯২ জনের তথ্যগত অসঙ্গতির কারণে শুনানির নোটিস এসেছে। কেন এত জনের চিঠি এল, বিএলও হয়ে তিনি কী করছিলেন, এই প্রশ্ন তুলে তর্কাতর্কি বাধে। ওই বিএলএ-র দাবি, বিএলওদেরই নোটিস আসছে, সেখানে তিনি কী করতে পারেন। ঘটনাস্থলে পুলিশ যায়। ওই ওয়ার্ডের পুর প্রতিনিধি অরূপ দাস বলেন, “দু’পক্ষই পাড়ার লোক। ভুল বোঝাবুঝি হয়েছে। মিটিয়ে দেওয়া হচ্ছে।” তৃণমূলের বর্ধমান শহর সভাপতি তন্ময় সিংহ রায়ের দাবি, “বিএলওরা ভয়ে, চাপে রয়েছেন। তাঁদের সাহায্য করতে গিয়ে এ বার আক্রান্ত হতে হল বিএলএ ২-কে।” xyxy=(1254,1250,1434,1699)
tender-body xyxy=(1261,1752,1427,2180)
brief-title: আক্রান্ত বিএলএ xyxy=(1266,1214,1422,1242)
dateline: পাইকর: xyxy=(27,210,68,225)
paragraph: পুণ্যার্থীরা জানান, অনেক কিছু পাল্টে গিয়েছে। আগে গরুর গাড়ি চড়ে অনেকে মেলা দেখতে আসেন। এখন যন্ত্রচালিত ভ্যান, রিকশা ও ছোট গাড়িই বেশি দেখা যায়। ব্যবসায়ীরা জানান, মেলায় লোহার কড়াই, হাতা, খুন্তি এবং কাঠের রুটি তৈরির চাকি-বেলনের চাহিদা আছে। এই মেলায় তিলের খাজার নাম রয়েছে। xyxy=(1079,940,1242,1162)
photo-credit: ছবি: অনুপ চট্টোপাধ্যায় xyxy=(788,2225,882,2257)
news-brief xyxy=(27,140,200,700)
news-brief xyxy=(1254,465,1434,709)
shop-sign: পার্বতী জুয়েলার্স xyxy=(510,1900,771,1963)
